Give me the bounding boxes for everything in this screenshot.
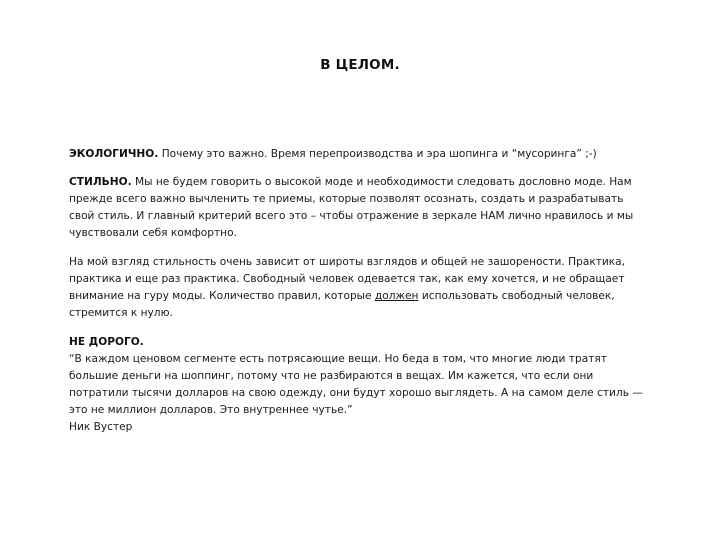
- view-line-4: стремится к нулю.: [69, 307, 173, 319]
- stylish-line-2: прежде всего важно вычленить те приемы, которые позволят осознать, создать и разрабатывать: [69, 193, 624, 205]
- stylish-line-1: СТИЛЬНО. Мы не будем говорить о высокой моде и необходимости следовать дословно моде. Нам: [69, 176, 632, 188]
- view-line-3: внимание на гуру моды. Количество правил, которые должен использовать свободный человек,: [69, 290, 615, 302]
- stylish-label: СТИЛЬНО.: [69, 176, 132, 188]
- slide-title: В ЦЕЛОМ.: [320, 57, 400, 73]
- quote-author: Ник Вустер: [69, 421, 133, 433]
- quote-line-3: потратили тысячи долларов на свою одежду, они будут хорошо выглядеть. А на самом деле стиль —: [69, 387, 643, 399]
- underlined-word: должен: [374, 290, 419, 302]
- cheap-label: НЕ ДОРОГО.: [69, 336, 144, 348]
- eco-line: [69, 146, 669, 163]
- eco-text: Почему это важно. Время перепроизводства и эра шопинга и “мусоринга” ;-): [158, 148, 597, 160]
- quote-line-1: “В каждом ценовом сегменте есть потрясающие вещи. Но беда в том, что многие люди тратят: [69, 353, 607, 365]
- paragraph-view: [69, 254, 669, 322]
- paragraph-cheap: [69, 334, 669, 436]
- paragraph-eco: [69, 146, 669, 163]
- view-line-2: практика и еще раз практика. Свободный человек одевается так, как ему хочется, и не обращает: [69, 273, 625, 285]
- paragraph-stylish: [69, 174, 669, 242]
- quote-line-4: это не миллион долларов. Это внутреннее чутье.”: [69, 404, 353, 416]
- stylish-line-4: чувствовали себя комфортно.: [69, 227, 237, 239]
- quote-line-2: большие деньги на шоппинг, потому что не разбираются в вещах. Им кажется, что если они: [69, 370, 594, 382]
- view-line-1: На мой взгляд стильность очень зависит от широты взглядов и общей не зашорености. Практика,: [69, 256, 626, 268]
- stylish-line-3: свой стиль. И главный критерий всего это – чтобы отражение в зеркале НАМ лично нравилось и мы: [69, 210, 634, 222]
- slide-content: [69, 146, 669, 436]
- eco-label: ЭКОЛОГИЧНО.: [69, 148, 159, 160]
